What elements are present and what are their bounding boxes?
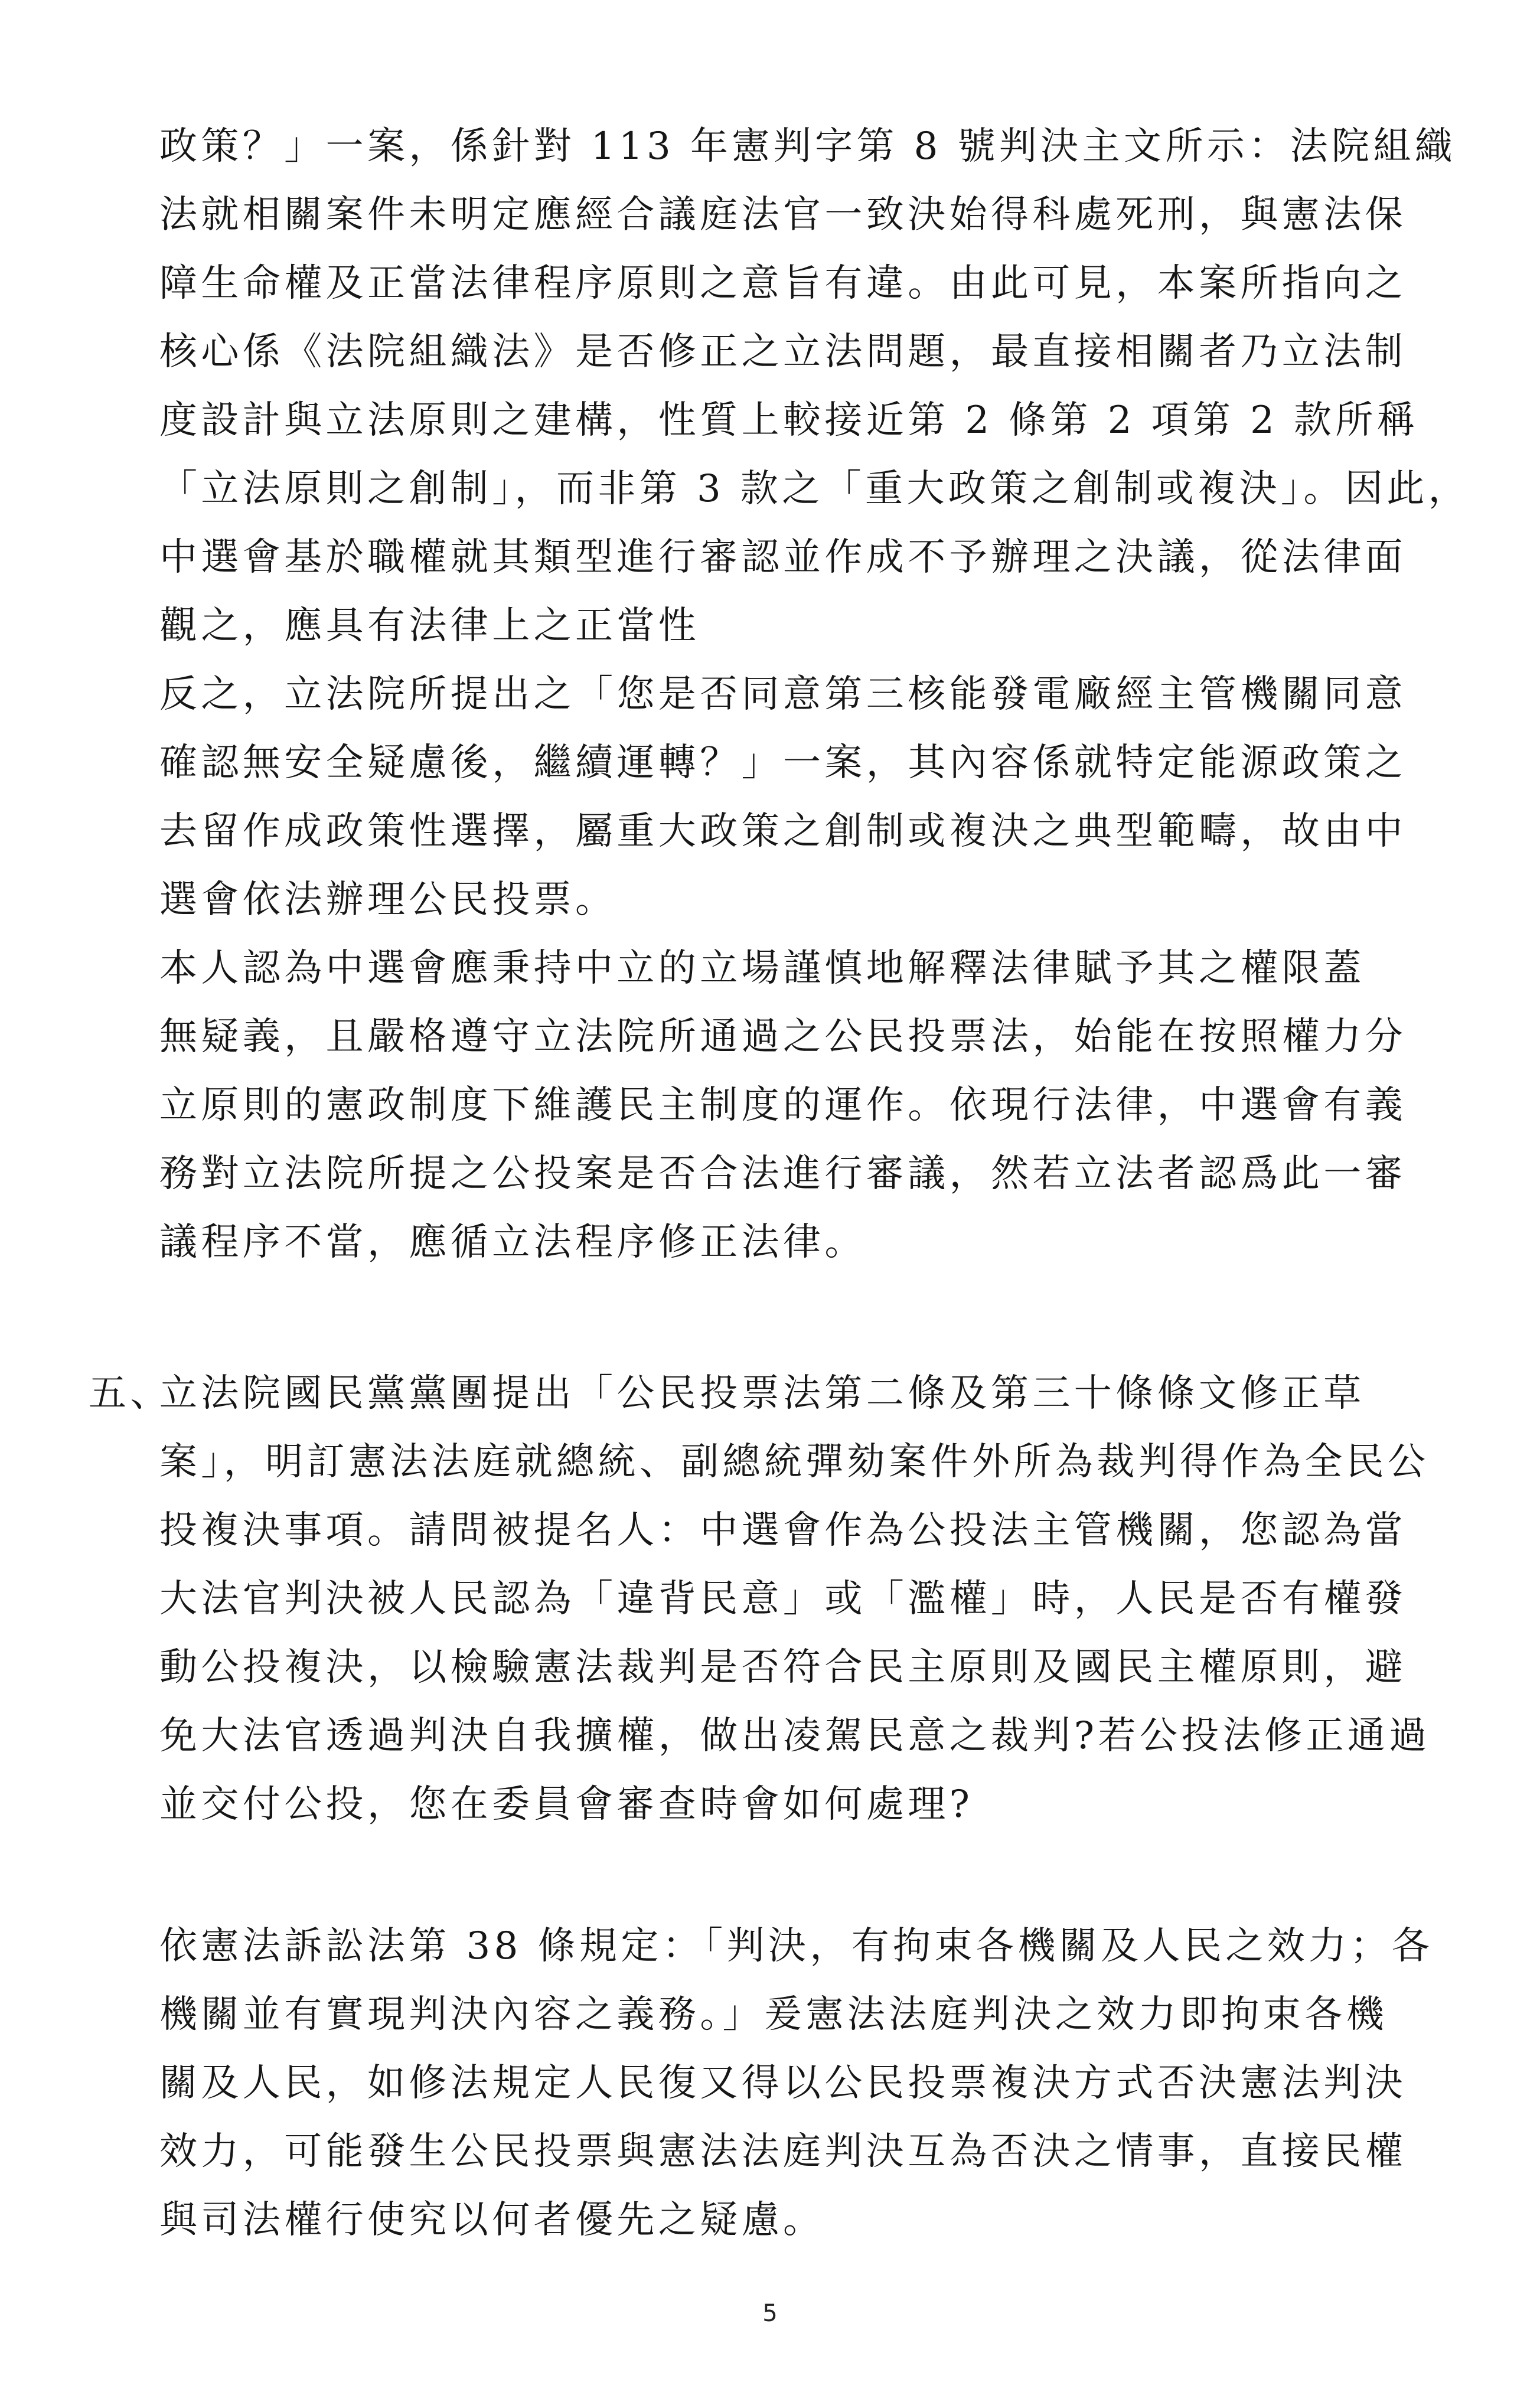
text-line: 立法院國民黨黨團提出「公民投票法第二條及第三十條條文修正草 [159, 1372, 1365, 1415]
text-line: 機關並有實現判決內容之義務。」爰憲法法庭判決之效力即拘束各機 [159, 1993, 1388, 2037]
text-line: 案」，明訂憲法法庭就總統、副總統彈劾案件外所為裁判得作為全民公 [159, 1440, 1430, 1484]
text-line: 免大法官透過判決自我擴權，做出凌駕民意之裁判?若公投法修正通過 [159, 1714, 1431, 1758]
section-five-marker: 五、 [89, 1372, 172, 1415]
text-line: 「立法原則之創制」，而非第 3 款之「重大政策之創制或複決」。因此， [159, 467, 1470, 511]
text-line: 核心係《法院組織法》是否修正之立法問題，最直接相關者乃立法制 [159, 330, 1407, 374]
text-line: 無疑義，且嚴格遵守立法院所通過之公民投票法，始能在按照權力分 [159, 1015, 1407, 1059]
text-line: 觀之，應具有法律上之正當性 [159, 604, 700, 648]
page-number: 5 [762, 2300, 778, 2327]
text-line: 並交付公投，您在委員會審查時會如何處理? [159, 1783, 974, 1826]
text-line: 度設計與立法原則之建構，性質上較接近第 2 條第 2 項第 2 款所稱 [159, 399, 1419, 442]
text-line: 政策？」一案，係針對 113 年憲判字第 8 號判決主文所示：法院組織 [159, 125, 1457, 168]
paragraph-neutrality-statement [159, 934, 1459, 1277]
text-line: 動公投複決，以檢驗憲法裁判是否符合民主原則及國民主權原則，避 [159, 1646, 1407, 1689]
text-line: 效力，可能發生公民投票與憲法法庭判決互為否決之情事，直接民權 [159, 2130, 1407, 2173]
text-line: 確認無安全疑慮後，繼續運轉？」一案，其內容係就特定能源政策之 [159, 741, 1407, 785]
text-line: 反之，立法院所提出之「您是否同意第三核能發電廠經主管機關同意 [159, 673, 1407, 716]
text-line: 關及人民，如修法規定人民復又得以公民投票複決方式否決憲法判決 [159, 2061, 1407, 2105]
text-line: 本人認為中選會應秉持中立的立場謹慎地解釋法律賦予其之權限蓋 [159, 947, 1365, 990]
text-line: 法就相關案件未明定應經合議庭法官一致決始得科處死刑，與憲法保 [159, 193, 1407, 237]
text-line: 中選會基於職權就其類型進行審認並作成不予辦理之決議，從法律面 [159, 536, 1407, 579]
text-line: 去留作成政策性選擇，屬重大政策之創制或複決之典型範疇，故由中 [159, 810, 1407, 853]
text-line: 依憲法訴訟法第 38 條規定：「判決，有拘束各機關及人民之效力；各 [159, 1924, 1434, 1968]
text-line: 大法官判決被人民認為「違背民意」或「濫權」時，人民是否有權發 [159, 1577, 1407, 1621]
section-five-answer [159, 1912, 1459, 2254]
text-line: 議程序不當，應循立法程序修正法律。 [159, 1220, 866, 1264]
text-line: 立原則的憲政制度下維護民主制度的運作。依現行法律，中選會有義 [159, 1083, 1407, 1127]
text-line: 選會依法辦理公民投票。 [159, 878, 617, 922]
paragraph-ruling-analysis [159, 112, 1470, 660]
text-line: 障生命權及正當法律程序原則之意旨有違。由此可見，本案所指向之 [159, 262, 1407, 305]
text-line: 投複決事項。請問被提名人：中選會作為公投法主管機關，您認為當 [159, 1509, 1407, 1552]
text-line: 與司法權行使究以何者優先之疑慮。 [159, 2198, 825, 2242]
paragraph-nuclear-referendum [159, 660, 1459, 934]
text-line: 務對立法院所提之公投案是否合法進行審議，然若立法者認爲此一審 [159, 1152, 1407, 1196]
section-five-question [159, 1359, 1459, 1839]
